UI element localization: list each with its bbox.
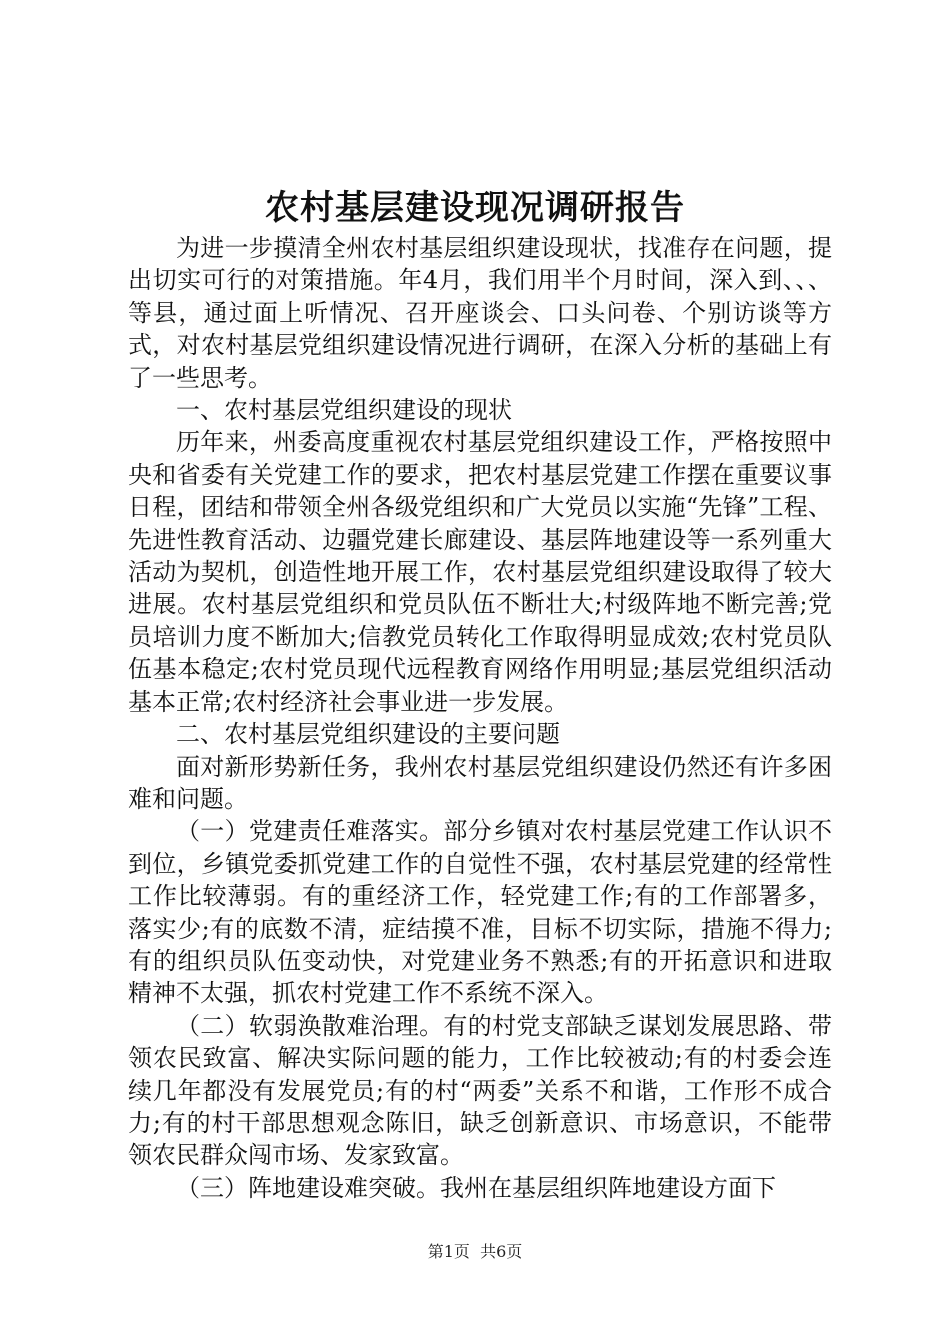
document-title: 农村基层建设现况调研报告	[265, 188, 685, 228]
page-total: 共6页	[480, 1242, 523, 1261]
problems-intro-paragraph: 面对新形势新任务，我州农村基层党组织建设仍然还有许多困难和问题。	[128, 752, 832, 813]
problem-3-paragraph: （三）阵地建设难突破。我州在基层组织阵地建设方面下	[176, 1173, 776, 1202]
page-footer	[0, 1242, 950, 1262]
problem-1-paragraph: （一）党建责任难落实。部分乡镇对农村基层党建工作认识不到位，乡镇党委抓党建工作的自觉性不强，农村基层党建的经常性工作比较薄弱。有的重经济工作，轻党建工作;有的工作部署多，落实少;有的底数不清，症结摸不准，目标不切实际，措施不得力;有的组织员队伍变动快，对党建业务不熟悉;有的开拓意识和进取精神不太强，抓农村党建工作不系统不深入。	[128, 817, 832, 1008]
section-heading-problems: 二、农村基层党组织建设的主要问题	[176, 720, 560, 749]
section-heading-status: 一、农村基层党组织建设的现状	[176, 396, 512, 425]
intro-paragraph: 为进一步摸清全州农村基层组织建设现状，找准存在问题，提出切实可行的对策措施。年4月，我们用半个月时间，深入到、、、等县，通过面上听情况、召开座谈会、口头问卷、个别访谈等方式，对农村基层党组织建设情况进行调研，在深入分析的基础上有了一些思考。	[128, 234, 832, 392]
status-paragraph: 历年来，州委高度重视农村基层党组织建设工作，严格按照中央和省委有关党建工作的要求，把农村基层党建工作摆在重要议事日程，团结和带领全州各级党组织和广大党员以实施“先锋”工程、先进性教育活动、边疆党建长廊建设、基层阵地建设等一系列重大活动为契机，创造性地开展工作，农村基层党组织建设取得了较大进展。农村基层党组织和党员队伍不断壮大;村级阵地不断完善;党员培训力度不断加大;信教党员转化工作取得明显成效;农村党员队伍基本稳定;农村党员现代远程教育网络作用明显;基层党组织活动基本正常;农村经济社会事业进一步发展。	[128, 428, 832, 716]
document-body	[128, 232, 832, 1204]
page-number: 第1页	[427, 1242, 470, 1261]
problem-2-paragraph: （二）软弱涣散难治理。有的村党支部缺乏谋划发展思路、带领农民致富、解决实际问题的能力，工作比较被动;有的村委会连续几年都没有发展党员;有的村“两委”关系不和谐，工作形不成合力;有的村干部思想观念陈旧，缺乏创新意识、市场意识，不能带领农民群众闯市场、发家致富。	[128, 1011, 832, 1170]
